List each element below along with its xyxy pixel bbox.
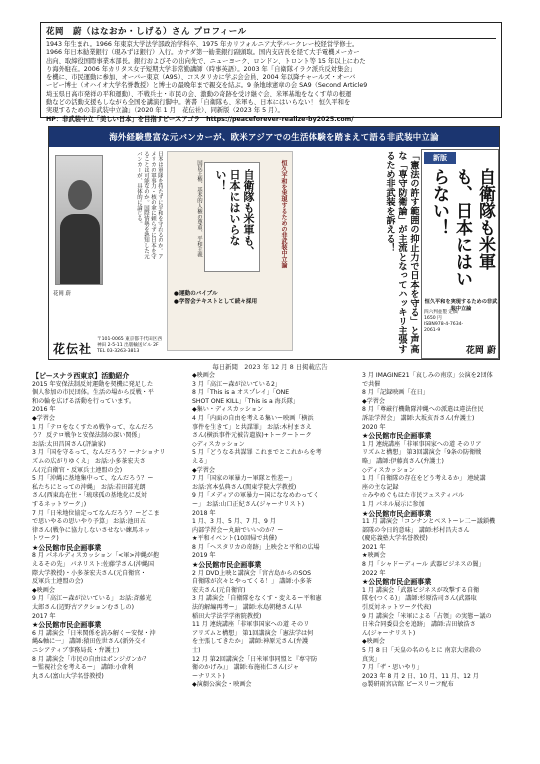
profile-line: 動などの活動支援もしながら全国を講演行脚中。著書「自衛隊も、米軍も、日本にはいらない！ 恒久平和を (46, 99, 351, 107)
activity-line: アリズムと構想」 第1回講演会「憲法学は何 (192, 629, 314, 637)
activity-line: 1 月「テロをなくすため戦争って、なんだろ (32, 423, 154, 431)
book1-bullet: ●学習会テキストとして続々採用 (174, 299, 258, 305)
activity-line: 2018 年 (192, 509, 216, 517)
activity-line: ーナリスト) (192, 672, 225, 680)
activity-line: 2015 年安保法制反対運動を契機に発足した (32, 380, 154, 388)
book1-spine: 恒久平和を実現するための非武装中立論 (280, 160, 287, 268)
book2-meta: 四六判並製 定価 1650 円 ISBN978-4-7634-2061-9 (424, 310, 464, 333)
activity-line: ◆映画会 (362, 638, 385, 646)
activity-line: 1 月 連続講座「非軍事国家への道 そのリア (362, 440, 482, 448)
activity-line: さん(西東島在住・「琉球孤の基地化に反対 (32, 492, 148, 500)
activity-line: 1 月「自衛隊の存在をどう考えるか」 連続講 (362, 475, 486, 483)
activity-line: お話:宮本弘典さん(関東学院大学教授) (192, 483, 297, 491)
activity-line: ズムの広がりゆくえ」 お話:小多茶宏夫さ (32, 457, 146, 465)
profile-line: り海外駐在。2006 年カリタス女子短期大学非常勤講師（時事英語）。2003 年「自衛隊イラク派兵反対集会」 (46, 65, 356, 73)
activity-line: ☆みやめぐもはた市民フェスティバル (362, 492, 465, 500)
activity-line: ◇ディスカッション (192, 440, 245, 448)
activity-line: 3 月「国を守るって、なんだろう？ーナショナリ (32, 449, 166, 457)
activity-line: ん(元自衛官・反軍兵士連盟の会) (32, 466, 123, 474)
activity-heading: ★公民館市民企画事業 (32, 621, 102, 630)
activity-line: 宏夫さん(元自衛官) (192, 586, 246, 594)
book2-title: 自衛隊も米軍も、日本にはいらない！ (429, 168, 495, 287)
profile-line: 1966 年日本勧業銀行（現みずほ銀行）入行。カナダ第一勧業銀行副頭取。国内支店長を経て大手電機メーカー (46, 49, 360, 57)
activity-line: 丸さん(富山大学名誉教授) (32, 672, 104, 680)
ad-credit: 毎日新聞 2023 年 12 月 8 日掲載広告 (212, 363, 328, 371)
book2-tagline: 恒久平和を実現するための非武装中立論 (424, 299, 498, 312)
book-new-edition (421, 149, 499, 359)
activity-line: ◆映画会 (32, 586, 55, 594)
newspaper-ad (48, 126, 500, 360)
activity-column-3 (362, 372, 522, 690)
activity-line: 7 月「国家の軍暴力ー軍隊と性差ー」 (192, 475, 296, 483)
activity-line: 2016 年 (32, 406, 56, 414)
activity-line: 事件を生きて」と共謀罪」 お話:木村まさえ (192, 423, 312, 431)
publisher-info: 〒101-0065 東京都千代田区西神田 2-5-11 出版輸送ビル 2F TEL 03-3263-3813 (97, 337, 162, 354)
activity-heading: 【ピースナラ西東京】活動紹介 (32, 372, 130, 380)
activity-line: SHOT ONE KILL」「This is a 海兵隊」 (192, 397, 300, 405)
author-photo-face (68, 180, 92, 210)
profile-line: 埼玉県日高市発祥の平和運動）、不戦兵士・市民の会、激動の奇跡を受け継ぐ会、米軍基地をなくす草の根運 (46, 90, 352, 98)
activity-line: さん(横浜事件元被告遺族)+トークートーク (192, 432, 312, 440)
activity-line: ★映画会 (362, 552, 386, 560)
activity-line: 際大学教授)・小多茶宏夫さん(元自衛官・ (32, 569, 147, 577)
new-edition-badge: 新版 (424, 152, 456, 164)
activity-line: 6 月 講演会「日米関係を読み解くー安保・沖 (32, 629, 156, 637)
book1-bullets (174, 290, 290, 306)
activity-line: 4 月「内面の自由を考える集いー映画「横浜 (192, 414, 314, 422)
activity-heading: ★公民館市民企画事業 (362, 509, 432, 518)
book2-author: 花岡 蔚 (465, 346, 496, 356)
activity-line: ◆学習会 (362, 397, 385, 405)
profile-homepage: HP：非武装中立「美しい日本」を目指すピースアゴラ https://peaceforever-realize-by2025.com/ (46, 115, 354, 123)
activity-heading: ★公民館市民企画事業 (362, 578, 432, 587)
activity-line: 9 月「高江ー森が泣いている」 お話:斉藤光 (32, 595, 152, 603)
activity-line: 私たちにとっての沖縄」 お話:若田部光朗 (32, 483, 146, 491)
activity-line: 2022 年 (362, 569, 386, 577)
activity-column-1 (32, 372, 184, 681)
activity-line: 個人参加の市民団体。生活の場から反戦・平 (32, 389, 154, 397)
activity-line: するネットワーク」) (32, 500, 87, 508)
activity-line: ★平和イベント(10回帰で共催) (192, 535, 278, 543)
book1-title: 自衛隊も米軍も、日本にはいらない！ (214, 169, 255, 257)
ad-author-panel (53, 151, 163, 357)
activity-line: 3 月「高江ー森が泣いている2」 (192, 380, 281, 388)
profile-line: 出向、取締役国際事業本部長。銀行およびその出向先で、ニューヨーク、ロンドン、トロント等 15 年以上にわた (46, 57, 366, 65)
activity-line: 2019 年 (192, 552, 216, 560)
activity-line: 2023 年 8 月 2 日、10 月、11 月、12 月 (362, 672, 479, 680)
profile-line: を機に、市民運動に参加、オーバー東京（A9S）、コスタリカに学ぶ会会員、2004 年以降チャールズ・オーバ (46, 74, 356, 82)
activity-line: 8 月 講演会「市民の自由はポンジガンか？ (32, 655, 150, 663)
activity-heading: ★公民館市民企画事業 (32, 543, 102, 552)
activity-line: 12 月 第2回講演会「日米軍事同盟と『専守防 (192, 655, 318, 663)
activity-line: ー」 お話:山口正紀さん(ジャーナリスト) (192, 500, 305, 508)
profile-line: 実現するための非武装中立論」（2020 年 1 月 花伝社）、同新版（2023 年 5 月）。 (46, 107, 284, 115)
activity-line: 5 月 8 日「天皇の名のもとに 南京大虐殺の (362, 647, 482, 654)
activity-line: 和の輪を広げる活動を行っています。 (32, 397, 136, 405)
activity-line: 5 月「沖縄に基地集中って、なんだろう？ー (32, 475, 154, 483)
activity-line: ー監視社会を考えるー」 講師:小倉利 (32, 664, 134, 672)
book1-side-text: 国民主権、基本的人権の尊重、平和主義 (196, 160, 202, 258)
activity-line: ニシアティブ事務局長・弁護士) (32, 647, 120, 654)
catchcopy-text: 「憲法の許す範囲の抑止力で日本を守る」と声高な「専守防衛論」が主流となってハッキリ主張するため非武装を訴える！ (384, 151, 419, 354)
activity-line: ◇ディスカッション (362, 466, 415, 474)
activity-line: ん(ジャーナリスト) (362, 629, 416, 637)
activity-line: ◆学習会 (32, 414, 55, 422)
activity-line: トワーク) (32, 535, 59, 543)
activity-line: 8 月「This is a オスプレイ」「ONE (192, 389, 290, 397)
profile-body (46, 41, 496, 116)
activity-line: 11 月 連続講座「非軍事国家への道 そのリ (192, 621, 310, 629)
activity-line: 8 月 パネルディスカッション「<軍>沖縄が抱 (32, 552, 159, 560)
activity-line: で思いやるの思いやり予算」 お話:池田五 (32, 518, 146, 526)
activity-line: 2017 年 (32, 612, 56, 620)
activity-line: 座の主な記録 (362, 483, 399, 491)
activity-line: ◆映画会 (192, 372, 215, 379)
activity-line: リズムと構想」 第3回講演会「9条の防衛戦 (362, 449, 482, 457)
activity-line: 訴訟学習会」 講師:大坂亥吾さん(弁護士) (362, 414, 475, 422)
profile-box (40, 22, 502, 123)
activity-heading: ★公民館市民企画事業 (192, 561, 262, 570)
activity-line: 1 月 パネル展示に参加 (362, 500, 425, 508)
activity-line: お話:太田昌国さん(評論家) (32, 440, 106, 448)
activity-line: える」 (192, 457, 211, 465)
book-original-edition (167, 151, 293, 351)
author-photo-body (60, 214, 100, 284)
activity-line: 7 月「日米地位協定ってなんだろう？ーどこま (32, 509, 160, 517)
activity-line: 9 月「メディアの軍暴力ー国にななめわってく (192, 492, 320, 500)
activity-line: ◆演劇公演会・映画会 (192, 681, 252, 689)
activity-line: ◆学習会 (192, 466, 215, 474)
activity-line: 律さん(戦争に協力しないさせない練馬ネッ (32, 526, 151, 534)
activity-heading: ★公民館市民企画事業 (362, 432, 432, 441)
activity-line: 1 月、3 月、5 月、7 月、9 月 (192, 518, 276, 526)
activity-line: で共催 (362, 380, 381, 388)
activity-line: えるその先」 パネリスト:佐藤学さん(沖縄国 (32, 561, 155, 569)
activity-line: 反軍兵士連盟の会) (32, 578, 84, 586)
activity-line: 士) (192, 647, 201, 654)
activity-line: 5 月「どうなる共謀罪 これまでとこれからを考 (192, 449, 322, 457)
author-caption: 花岡 蔚 (53, 291, 71, 297)
activity-line: 部隊の今日的意味」 講師:杉村昌夫さん (362, 526, 470, 534)
activity-line: 稲田大学法学学術院教授) (192, 612, 262, 620)
activity-line: 縄&軸に一」 講師:猿田佐世さん(新外交イ (32, 638, 147, 646)
profile-heading: 花岡 蔚（はなおか・しげる）さん プロフィール (46, 25, 496, 39)
activity-line: 太郎さん(辺野古アクションむさしの) (32, 604, 134, 612)
activity-line: 7 月「ザ・思いやり」 (362, 664, 423, 672)
author-photo (55, 155, 103, 285)
activity-column-2 (192, 372, 354, 690)
ad-catchcopy (299, 151, 419, 357)
activity-line: 衛のかげみ』」 講師:布施祐仁さん(ジャ (192, 664, 299, 672)
profile-line: ービー博士（オハイオ大学名誉教授）と博士の最晩年まで親交を結ぶ。9 条地球憲章の会 SA9（Second Article9 (46, 82, 368, 90)
activity-line: 2 月 DVD上映と講演会「宮古島からのSOS (192, 569, 312, 577)
activity-line: 内部学習会ー丸暗でいいのか？ー (192, 526, 284, 534)
book1-cover (204, 162, 260, 272)
activity-line: 2021 年 (362, 543, 386, 551)
book1-bullet: ●運動のバイブル (174, 291, 218, 297)
activity-line: 3 月 講演会「自衛隊をなくす・変えるー平和憲 (192, 595, 322, 603)
activity-line: う？ 反テロ戦争と安保法制の深い関係」 (32, 432, 144, 440)
activity-line: 3 月 IMAGINE21「哀しみの南京」公演を2団体 (362, 372, 493, 379)
activity-line: 8 月「シャドーディール 武器ビジネスの闇」 (362, 561, 485, 569)
activity-line: ◎製研雨宮店館 ピースリーフ配布 (362, 681, 454, 689)
activity-line: 9 月 講演会「米軍による「占領」の実態ー議の (362, 612, 492, 620)
activity-line: 隊を(つくる)」 講師:杉原浩司さん(武器取 (362, 595, 477, 603)
activity-line: を主張してきたか」 講師:神原元さん(弁護 (192, 638, 309, 646)
activity-line: 略」 講師:伊藤真さん(弁護士) (362, 457, 444, 465)
activity-line: 8 月「記録映画「在日」 (362, 389, 429, 397)
activity-line: (慶応義塾大学名誉教授) (362, 535, 428, 543)
ad-intro-text: 日本は軍隊を持たずに平和を守れるのか。アメリカの軍事力・核の傘に頼らずに日本を守ることは可能なのか。国際情勢を熟知した元バンカーが、具体的に論じる。 (136, 151, 163, 259)
activity-line: 11 月 講演会「コンナンとベストーレ二ー議鎖機 (362, 518, 496, 526)
ad-banner: 海外経験豊富な元バンカーが、欧米アジアでの生活体験を踏まえて語る非武装中立論 (49, 127, 499, 147)
activity-line: 8 月「ヘスタリカの奇跡」上映会と平和の広場 (192, 543, 320, 551)
activity-line: ◆集い・ディスカッション (192, 406, 264, 414)
activity-line: 日米合同委員会を追跡」 講師:吉田敏浩さ (362, 621, 476, 629)
activity-line: 2020 年 (362, 423, 386, 431)
activity-line: 自衛隊が次々とやってくる！」 講師:小多茶 (192, 578, 312, 586)
activity-line: 真実」 (362, 655, 381, 663)
publisher-logo: 花伝社 (53, 342, 93, 356)
activity-line: 1 月 講演会「武器ビジネスが攻撃する自衛 (362, 586, 480, 594)
activity-line: 引反対ネットワーク代表) (362, 604, 432, 612)
profile-line: 1943 年生まれ。1966 年東京大学法学部政治学科卒、1975 年カリフォルニア大学バークレー校経営学修士。 (46, 41, 359, 48)
activity-line: 8 月「尊厳行機動隊沖縄への派遣は違法住民 (362, 406, 484, 414)
activity-line: 法的解編再考ー」 講師:水島朝穂さん(早 (192, 604, 302, 612)
